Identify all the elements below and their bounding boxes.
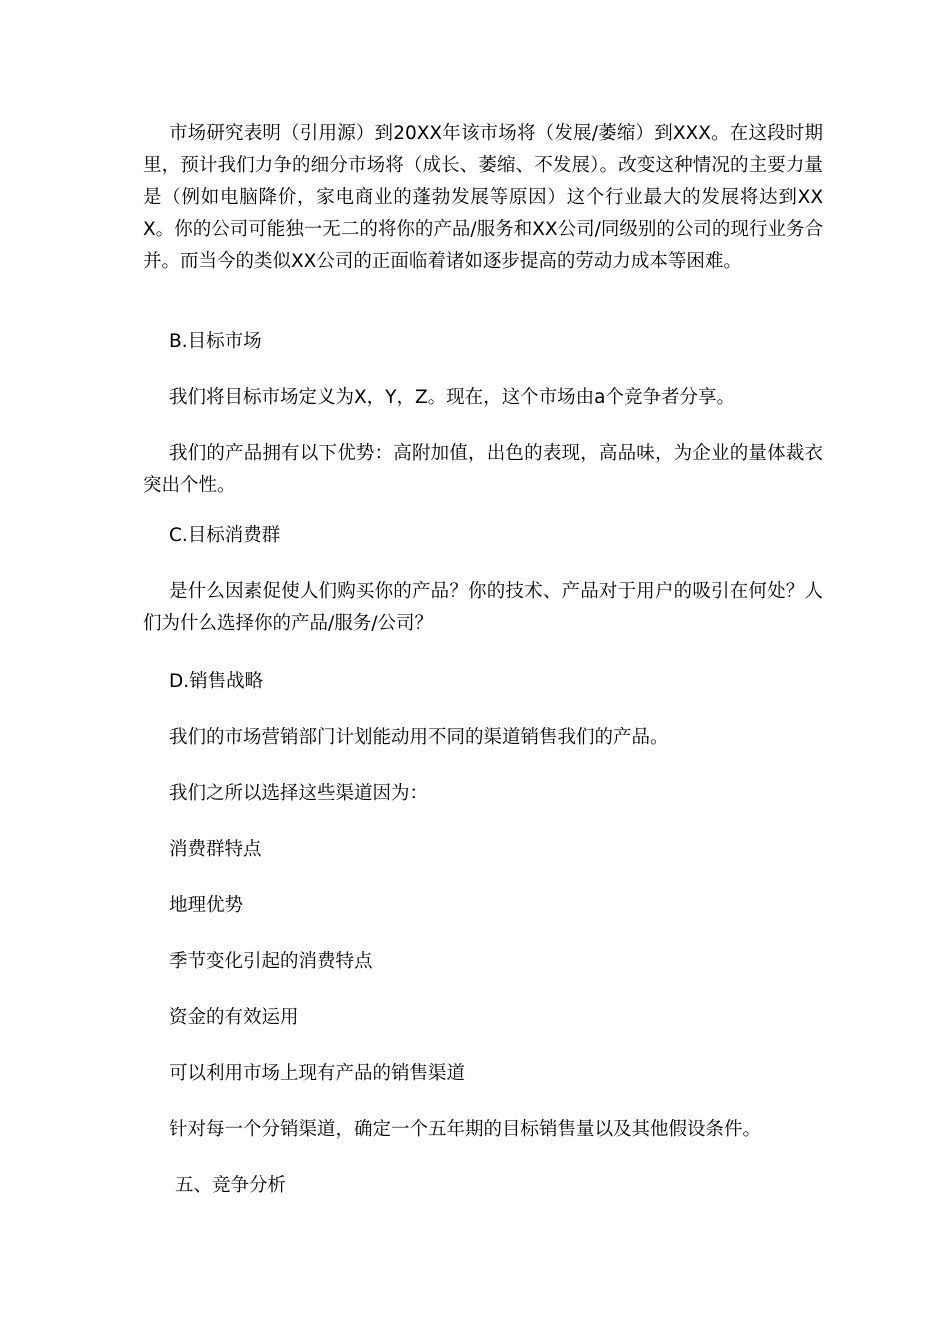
section-d-heading: D.销售战略 [169, 671, 264, 692]
reason-item: 消费群特点 [169, 839, 262, 860]
section-d-paragraph-3: 针对每一个分销渠道，确定一个五年期的目标销售量以及其他假设条件。 [169, 1119, 762, 1140]
section-d-paragraph-1: 我们的市场营销部门计划能动用不同的渠道销售我们的产品。 [169, 727, 669, 748]
reason-item: 季节变化引起的消费特点 [169, 951, 373, 972]
section-d-paragraph-2: 我们之所以选择这些渠道因为： [169, 783, 429, 804]
section-b-paragraph-2: 我们的产品拥有以下优势：高附加值，出色的表现，高品味，为企业的量体裁衣突出个性。 [143, 443, 823, 496]
intro-paragraph: 市场研究表明（引用源）到20XX年该市场将（发展/萎缩）到XXX。在这段时期里，预计我们力争的细分市场将（成长、萎缩、不发展）。改变这种情况的主要力量是（例如电脑降价，家电商业的蓬勃发展等原因）这个行业最大的发展将达到XXX。你的公司可能独一无二的将你的产品/服务和XX公司/同级别的公司的现行业务合并。而当今的类似XX公司的正面临着诸如逐步提高的劳动力成本等困难。 [143, 123, 823, 272]
section-5-heading: 五、竞争分析 [175, 1175, 287, 1196]
section-c-heading: C.目标消费群 [169, 525, 281, 546]
section-c-paragraph-1: 是什么因素促使人们购买你的产品？你的技术、产品对于用户的吸引在何处？人们为什么选择你的产品/服务/公司？ [143, 581, 823, 634]
reason-item: 可以利用市场上现有产品的销售渠道 [169, 1063, 466, 1084]
reason-item: 资金的有效运用 [169, 1007, 299, 1028]
section-b-paragraph-1: 我们将目标市场定义为X，Y，Z。现在，这个市场由a个竞争者分享。 [169, 387, 735, 408]
reason-item: 地理优势 [169, 895, 244, 916]
section-b-heading: B.目标市场 [169, 331, 262, 352]
